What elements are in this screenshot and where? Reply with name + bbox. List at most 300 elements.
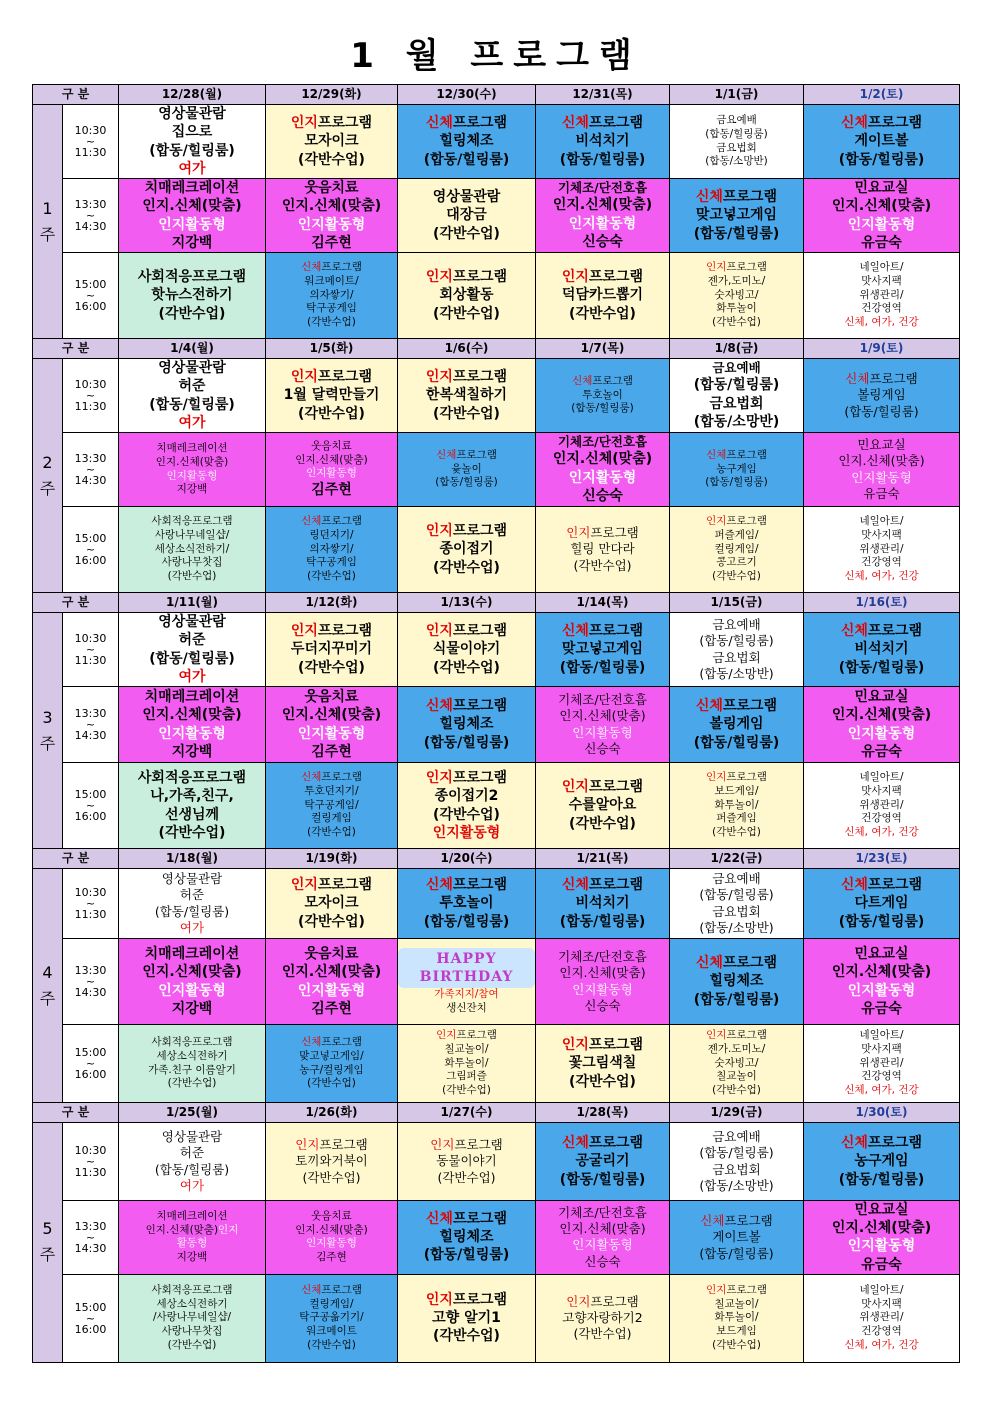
program-line: 지강백	[176, 1251, 208, 1264]
program-line: 세상소식전하기	[156, 1297, 228, 1310]
date-header: 12/31(목)	[536, 85, 670, 105]
program-cell	[804, 433, 960, 507]
time-slot	[63, 1025, 119, 1103]
time-text: 14:30	[74, 1241, 107, 1255]
program-line: 치매레크레이션	[156, 1210, 228, 1223]
program-line: 인지활동형	[297, 216, 366, 233]
time-text: 10:30	[74, 1144, 107, 1157]
program-line	[670, 697, 803, 715]
program-cell	[119, 1201, 266, 1275]
program-line	[536, 114, 669, 132]
time-text: ~	[85, 1155, 96, 1168]
program-line: 동물이야기	[436, 1153, 497, 1169]
program-line: (합동/힐링룸)	[838, 1171, 925, 1188]
program-line: (합동/소망반)	[705, 155, 768, 168]
program-line: (합동/힐링룸)	[693, 734, 780, 751]
program-line: 신승숙	[584, 1253, 621, 1269]
program-cell	[804, 507, 960, 593]
program-cell	[670, 869, 804, 939]
session-row	[33, 869, 960, 939]
date-header: 12/30(수)	[398, 85, 536, 105]
time-text: 13:30	[74, 1219, 107, 1233]
program-line: 컬링게임/	[309, 1297, 354, 1310]
program-line: 콩고르기	[716, 556, 757, 569]
program-line: 투호던지기/	[304, 785, 359, 798]
program-line: 힐링체조	[439, 1229, 494, 1246]
program-line: 위생관리/	[859, 1311, 904, 1324]
date-header: 1/28(목)	[536, 1103, 670, 1123]
program-text-part: 프로그램	[867, 115, 923, 132]
program-line: 인지활동형	[432, 824, 501, 841]
program-cell	[266, 939, 398, 1025]
program-line: (각반수업)	[433, 659, 500, 676]
time-slot	[63, 1274, 119, 1362]
program-line: 유금숙	[863, 485, 900, 501]
program-line: (합동/힐링룸)	[435, 476, 498, 489]
program-line: 힐링체조	[439, 716, 494, 733]
time-text: ~	[85, 897, 96, 910]
program-line: 금요예배	[716, 114, 757, 127]
date-header: 12/29(화)	[266, 85, 398, 105]
program-line: 1월 달력만들기	[283, 387, 380, 404]
program-cell	[266, 1274, 398, 1362]
time-slot	[63, 507, 119, 593]
program-line: 웃음치료	[311, 439, 352, 452]
program-line: 건강영역	[861, 812, 902, 825]
program-line	[266, 261, 397, 275]
program-line: 화투놀이/	[714, 1311, 759, 1324]
program-line	[804, 371, 959, 387]
program-line: 워크메이트	[306, 1325, 357, 1338]
program-cell	[536, 1123, 670, 1201]
program-line: 인지.신체(맞춤)	[155, 455, 229, 468]
program-line: 인지.신체(맞춤)	[831, 198, 932, 215]
program-line: 웃음치료	[304, 946, 359, 963]
program-line	[266, 1137, 397, 1153]
time-text: 14:30	[74, 729, 107, 742]
program-line: 보드게임/	[714, 785, 759, 798]
program-text-part: 프로그램	[452, 523, 508, 540]
program-line: 인지.신체(맞춤)	[142, 198, 242, 215]
program-cell	[536, 1025, 670, 1103]
program-line: 칠교놀이/	[444, 1043, 489, 1056]
time-text: ~	[85, 543, 96, 556]
program-line: 덕담카드뽑기	[561, 287, 644, 304]
program-cell	[398, 1025, 536, 1103]
program-line: 나,가족,친구,	[150, 788, 234, 805]
program-text-part: 프로그램	[321, 1284, 362, 1297]
program-cell	[398, 763, 536, 849]
program-line: 기체조/단전호흡	[558, 1204, 647, 1220]
program-line: 가족.친구 이름알기	[148, 1063, 236, 1076]
time-text: ~	[85, 1311, 96, 1325]
program-text-part: 프로그램	[452, 115, 508, 132]
program-line: 허준	[179, 887, 205, 903]
program-text-part: 프로그램	[726, 449, 767, 462]
program-cell	[670, 1201, 804, 1275]
program-line: 유금숙	[861, 234, 902, 251]
date-header: 1/29(금)	[670, 1103, 804, 1123]
program-text-part: 프로그램	[452, 770, 508, 787]
program-line: (각반수업)	[307, 569, 356, 582]
program-cell	[119, 253, 266, 339]
program-line: 금요예배	[712, 871, 761, 886]
program-cell	[266, 1201, 398, 1275]
program-line: 신승숙	[584, 997, 621, 1013]
program-line: 맞고넣고게임	[561, 641, 644, 658]
program-line: 인지.신체(맞춤)	[281, 964, 382, 981]
week-label-text: 5	[42, 1219, 53, 1239]
program-line	[670, 954, 803, 972]
session-row	[33, 763, 960, 849]
program-line	[266, 876, 397, 894]
program-line: 네일아트/	[859, 771, 904, 784]
program-line: 숫자빙고/	[714, 288, 759, 301]
program-text-part: 프로그램	[592, 375, 633, 388]
program-line: 탁구공옮기기/	[299, 1311, 364, 1324]
program-text-part: 인지	[430, 1137, 455, 1153]
week-label	[33, 359, 63, 593]
program-line: 인지.신체(맞춤)	[142, 964, 242, 981]
program-cell	[804, 253, 960, 339]
program-line: (합동/힐링룸)	[705, 476, 768, 489]
program-line: (각반수업)	[573, 557, 632, 573]
program-line: 영상물관람	[432, 189, 501, 206]
program-line: (합동/힐링룸)	[559, 913, 646, 930]
program-cell	[398, 939, 536, 1025]
program-line: 신체, 여가, 건강	[844, 315, 919, 328]
program-line: 허준	[178, 378, 206, 395]
program-text-part: 인지	[561, 1037, 589, 1054]
program-line: (합동/힐링룸)	[705, 127, 768, 140]
program-line: 인지활동형	[158, 216, 226, 233]
program-text-part: 신체	[706, 449, 727, 462]
program-line: 공굴리기	[575, 1153, 630, 1170]
week-header-row	[33, 339, 960, 359]
program-text-part: 프로그램	[588, 779, 644, 796]
program-line	[536, 525, 669, 541]
program-line: (합동/힐링룸)	[699, 887, 774, 903]
program-line: 인지활동형	[851, 469, 912, 485]
program-cell	[266, 359, 398, 433]
program-text-part: 신체	[301, 771, 322, 784]
program-line: 수를알아요	[568, 797, 637, 814]
program-line: 인지.신체(맞춤)	[552, 197, 653, 214]
program-line: 여가	[178, 160, 206, 177]
program-line: 영상물관람	[161, 871, 223, 886]
program-line: (각반수업)	[712, 315, 761, 328]
program-cell	[804, 1201, 960, 1275]
program-line	[266, 368, 397, 386]
week-header-row	[33, 593, 960, 613]
program-line: (합동/힐링룸)	[838, 659, 925, 676]
program-text-part: 인지	[290, 623, 318, 640]
time-text: 11:30	[74, 1166, 107, 1179]
program-cell	[266, 507, 398, 593]
program-cell	[119, 869, 266, 939]
program-cell	[804, 869, 960, 939]
program-line: (각반수업)	[569, 815, 636, 832]
program-line: 인지활동형	[297, 725, 366, 742]
program-line: 인지.신체(맞춤)	[281, 198, 382, 215]
program-cell	[536, 433, 670, 507]
program-text-part: 프로그램	[726, 515, 767, 528]
program-line: 회상활동	[439, 287, 494, 304]
program-line	[266, 622, 397, 640]
program-line: 게이트볼	[854, 133, 909, 150]
program-line: 탁구공게임	[306, 556, 357, 569]
program-line: 의자쌓기/	[309, 542, 354, 555]
program-line: 집으로	[171, 124, 213, 141]
program-text-part: 프로그램	[317, 623, 373, 640]
program-line: (합동/힐링룸)	[154, 1161, 230, 1177]
program-text-part: 신체	[561, 1135, 589, 1152]
program-line: 고향자랑하기2	[562, 1310, 643, 1326]
date-header: 1/26(화)	[266, 1103, 398, 1123]
program-line: 두더지꾸미기	[290, 641, 373, 658]
date-header: 1/6(수)	[398, 339, 536, 359]
date-header: 1/18(월)	[119, 849, 266, 869]
program-line: 여가	[178, 414, 206, 431]
time-text: 15:00	[74, 532, 107, 545]
program-cell	[398, 253, 536, 339]
program-text-part: 인지	[566, 525, 591, 541]
time-slot	[63, 763, 119, 849]
program-line: 힐링체조	[709, 973, 764, 990]
time-slot	[63, 105, 119, 179]
program-cell	[266, 253, 398, 339]
program-line: 생신잔치	[446, 1001, 487, 1014]
program-line: 식물이야기	[432, 641, 501, 658]
time-slot	[63, 939, 119, 1025]
time-slot	[63, 869, 119, 939]
program-line: (각반수업)	[433, 559, 500, 576]
program-cell	[266, 687, 398, 763]
program-line: 맞고넣고게임	[695, 207, 778, 224]
program-line: 모자이크	[304, 895, 359, 912]
date-header: 1/14(목)	[536, 593, 670, 613]
program-text-part: 프로그램	[726, 771, 767, 784]
session-row	[33, 253, 960, 339]
program-text-part: 프로그램	[321, 1036, 362, 1049]
program-line: 지강백	[171, 234, 213, 251]
program-line: 인지.신체(맞춤)	[831, 964, 932, 981]
program-text-part: 인지	[290, 877, 318, 894]
program-line: 인지활동형	[568, 215, 637, 232]
program-line: 신승숙	[582, 233, 623, 250]
program-line: (합동/힐링룸)	[559, 151, 646, 168]
program-line	[266, 771, 397, 785]
program-line: (합동/힐링룸)	[838, 151, 925, 168]
program-line: 맛사지팩	[861, 1297, 902, 1310]
program-line: 김주현	[311, 743, 352, 760]
program-text-part: 프로그램	[588, 115, 644, 132]
program-line	[398, 368, 535, 386]
program-line: 네일아트/	[859, 1029, 904, 1042]
program-line: 민요교실	[854, 180, 909, 197]
program-cell	[804, 1274, 960, 1362]
program-text-part: 프로그램	[588, 1135, 644, 1152]
program-text-part: 신체	[700, 1213, 725, 1228]
time-slot	[63, 433, 119, 507]
program-line	[536, 1294, 669, 1310]
program-line: 탁구공게임	[306, 302, 357, 315]
time-slot	[63, 613, 119, 687]
program-line: (각반수업)	[712, 1083, 761, 1096]
program-line: 치매레크레이션	[144, 946, 240, 963]
program-line	[536, 268, 669, 286]
program-text-part: 프로그램	[724, 1213, 773, 1228]
program-line: 컬링게임	[311, 812, 352, 825]
program-line: (각반수업)	[569, 305, 636, 322]
program-line: 금요법회	[712, 1161, 761, 1177]
program-line	[670, 188, 803, 206]
session-row	[33, 179, 960, 253]
program-line: 위생관리/	[859, 542, 904, 555]
program-text-part: 인지	[425, 269, 453, 286]
program-line: 종이접기2	[434, 788, 499, 805]
program-line	[670, 771, 803, 785]
birthday-cake-icon	[398, 948, 535, 988]
program-line	[266, 515, 397, 529]
time-text: ~	[85, 463, 96, 476]
program-line: 허준	[179, 1145, 205, 1161]
program-cell	[670, 507, 804, 593]
program-line: 인지활동형	[572, 981, 633, 997]
program-line: (각반수업)	[302, 1169, 361, 1185]
program-line: 신체, 여가, 건강	[844, 569, 919, 582]
program-line: 인지활동형	[297, 982, 366, 999]
program-text-part: 프로그램	[590, 525, 639, 541]
program-line: 허준	[178, 632, 206, 649]
program-line: 젠가.도미노/	[707, 1043, 766, 1056]
program-line: 맛사지팩	[861, 529, 902, 542]
program-line	[398, 697, 535, 715]
program-line: 건강영역	[861, 302, 902, 315]
program-line: 농구게임	[854, 1153, 909, 1170]
program-cell	[670, 253, 804, 339]
program-line: 인지활동형	[572, 724, 633, 740]
program-line: 젠가,도미노/	[707, 275, 766, 288]
date-header: 1/25(월)	[119, 1103, 266, 1123]
program-text-part: 신체	[425, 698, 453, 715]
program-cell	[398, 1201, 536, 1275]
program-line: (합동/힐링룸)	[423, 734, 510, 751]
program-line: 인지.신체(맞춤)	[142, 707, 242, 724]
program-line: 토끼와거북이	[295, 1153, 368, 1169]
program-line	[536, 622, 669, 640]
program-line: (각반수업)	[433, 806, 500, 823]
time-text: ~	[85, 135, 96, 148]
program-text-part: 신체	[561, 115, 589, 132]
time-text: ~	[85, 1057, 96, 1070]
program-line	[670, 1213, 803, 1229]
program-text-part: 프로그램	[588, 877, 644, 894]
date-header: 1/2(토)	[804, 85, 960, 105]
program-line	[670, 515, 803, 529]
program-cell	[398, 1123, 536, 1201]
program-text-part: 인지	[425, 623, 453, 640]
program-text-part: 프로그램	[452, 369, 508, 386]
program-text-part: 신체	[561, 877, 589, 894]
program-line: 여가	[179, 919, 205, 935]
program-line: 사회적응프로그램	[137, 269, 247, 286]
session-row	[33, 1025, 960, 1103]
time-slot	[63, 1201, 119, 1275]
program-line: 퍼즐게임/	[714, 529, 759, 542]
week-label	[33, 869, 63, 1103]
program-line	[536, 375, 669, 389]
date-header: 1/8(금)	[670, 339, 804, 359]
session-row	[33, 1201, 960, 1275]
date-header: 1/19(화)	[266, 849, 398, 869]
program-line	[670, 449, 803, 463]
program-cell	[804, 179, 960, 253]
program-line	[398, 1029, 535, 1043]
date-header: 12/28(월)	[119, 85, 266, 105]
program-line: (각반수업)	[167, 1077, 217, 1090]
program-line: (각반수업)	[712, 569, 761, 582]
week-label-text: 1	[42, 198, 53, 218]
program-line: 금요법회	[712, 903, 761, 919]
program-cell	[804, 1025, 960, 1103]
program-line: 윷놀이	[451, 462, 482, 475]
program-cell	[119, 1123, 266, 1201]
program-line: 사회적응프로그램	[151, 515, 233, 528]
gubun-label: 구 분	[33, 85, 119, 105]
program-line: 인지.신체(맞춤)	[295, 1223, 368, 1236]
program-line: 고향 알기1	[432, 1310, 501, 1327]
program-line: 사회적응프로그램	[137, 770, 247, 787]
program-cell	[536, 253, 670, 339]
program-line: 맛사지팩	[861, 1043, 902, 1056]
time-text: 16:00	[74, 810, 107, 823]
program-cell	[804, 763, 960, 849]
program-line: 농구게임	[716, 462, 757, 475]
program-line: 민요교실	[857, 437, 906, 452]
time-text: 16:00	[74, 1322, 107, 1336]
program-line: /사랑나무네일샵/	[152, 1311, 232, 1324]
program-line: (각반수업)	[442, 1083, 491, 1096]
program-line: (각반수업)	[433, 1328, 500, 1345]
program-line: 금요법회	[709, 395, 764, 412]
program-line: 신승숙	[582, 487, 623, 504]
program-cell	[804, 1123, 960, 1201]
program-cell	[266, 1025, 398, 1103]
program-line: 비석치기	[854, 641, 909, 658]
time-text: 13:30	[74, 452, 107, 465]
program-text-part: 인지	[425, 1291, 453, 1308]
date-header: 1/22(금)	[670, 849, 804, 869]
program-line: 사회적응프로그램	[151, 1284, 233, 1297]
program-line: 게이트볼	[712, 1229, 761, 1245]
program-text-part: 프로그램	[321, 515, 362, 528]
date-header: 1/15(금)	[670, 593, 804, 613]
program-text-part: 신체	[425, 877, 453, 894]
time-slot	[63, 179, 119, 253]
program-cell	[536, 1201, 670, 1275]
program-cell	[398, 359, 536, 433]
program-cell	[398, 613, 536, 687]
program-line: 기체조/단전호흡	[557, 434, 648, 450]
gubun-label: 구 분	[33, 339, 119, 359]
time-text: ~	[85, 643, 96, 656]
program-line: 김주현	[316, 1251, 347, 1264]
program-text-part: 프로그램	[590, 1293, 639, 1309]
program-line: (합동/힐링룸)	[693, 377, 780, 394]
program-cell	[670, 179, 804, 253]
program-line: 숫자빙고/	[714, 1056, 759, 1069]
